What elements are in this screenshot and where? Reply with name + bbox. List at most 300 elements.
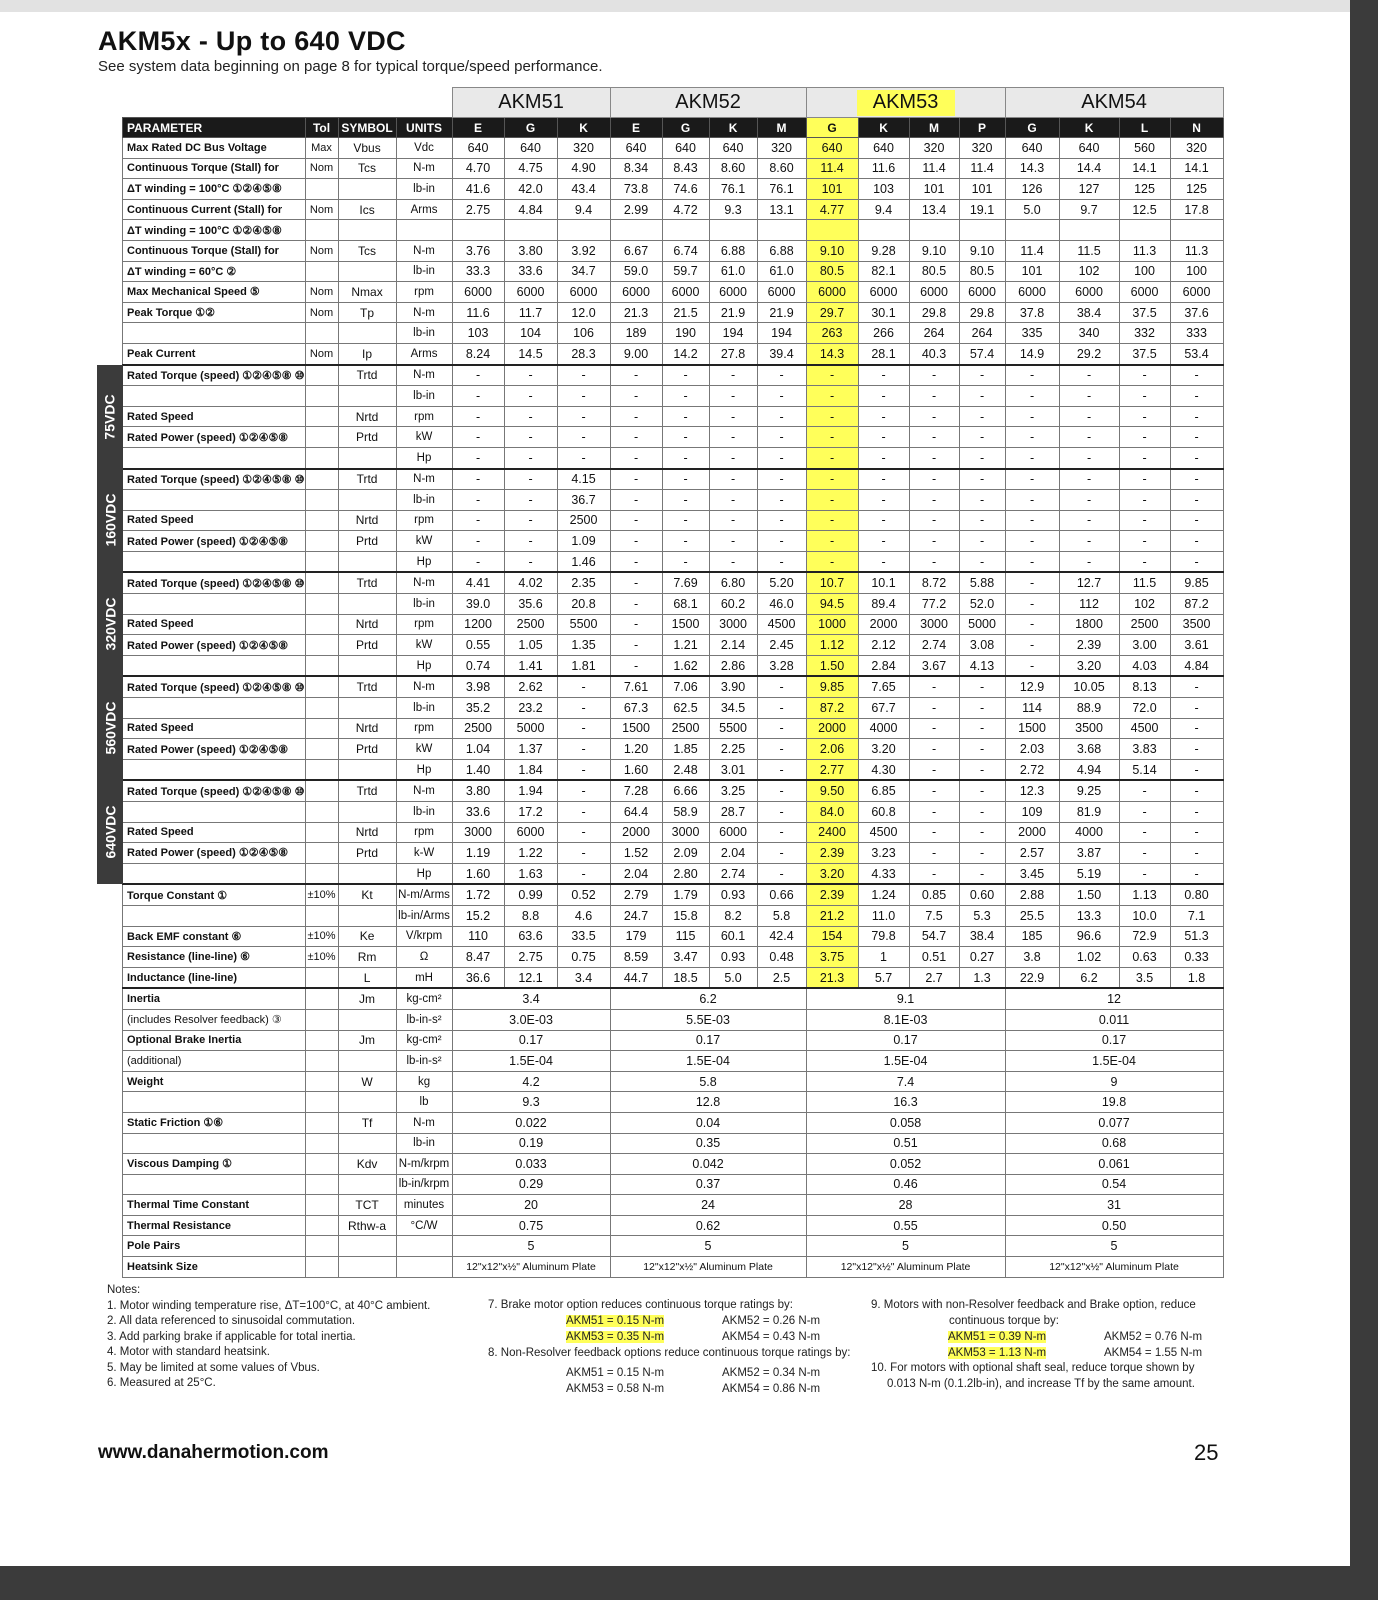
unit: lb-in bbox=[396, 323, 452, 344]
param-label: Heatsink Size bbox=[123, 1257, 306, 1278]
value-cell: - bbox=[610, 572, 662, 593]
value-cell: - bbox=[610, 447, 662, 468]
value-cell: - bbox=[909, 718, 959, 739]
table-row bbox=[123, 1174, 1224, 1195]
table-row bbox=[123, 1236, 1224, 1257]
value-cell: 14.9 bbox=[1005, 343, 1059, 364]
value-cell: - bbox=[806, 365, 858, 386]
value-cell: - bbox=[959, 551, 1005, 572]
value-cell: 11.6 bbox=[858, 158, 909, 179]
value-cell: 0.93 bbox=[709, 947, 757, 968]
note-line: 2. All data referenced to sinusoidal commutation. bbox=[107, 1315, 356, 1327]
value-cell: 3.4 bbox=[452, 988, 610, 1009]
value-cell: 13.3 bbox=[1059, 905, 1119, 926]
value-cell: 34.7 bbox=[557, 261, 610, 282]
table-row bbox=[123, 365, 1224, 386]
value-cell: 35.2 bbox=[452, 698, 504, 719]
value-cell: 2000 bbox=[1005, 822, 1059, 843]
unit: rpm bbox=[396, 510, 452, 531]
unit: Arms bbox=[396, 343, 452, 364]
value-cell: 4500 bbox=[757, 614, 806, 635]
value-cell: 185 bbox=[1005, 926, 1059, 947]
param-label bbox=[123, 447, 306, 468]
value-cell bbox=[452, 220, 504, 241]
value-cell: - bbox=[909, 386, 959, 407]
value-cell: - bbox=[610, 594, 662, 615]
value-cell: - bbox=[557, 406, 610, 427]
value-cell: 6.80 bbox=[709, 572, 757, 593]
note-line: 1. Motor winding temperature rise, ΔT=100°C, at 40°C ambient. bbox=[107, 1299, 431, 1312]
value-cell: 3.92 bbox=[557, 240, 610, 261]
value-cell: 5.19 bbox=[1059, 863, 1119, 884]
symbol bbox=[338, 655, 396, 676]
value-cell: 40.3 bbox=[909, 343, 959, 364]
value-cell: 0.51 bbox=[909, 947, 959, 968]
value-cell: 9.85 bbox=[1170, 572, 1223, 593]
value-cell: - bbox=[806, 386, 858, 407]
table-row bbox=[123, 1195, 1224, 1216]
value-cell: 3.98 bbox=[452, 676, 504, 697]
table-row bbox=[123, 843, 1224, 864]
tolerance: Nom bbox=[305, 199, 338, 220]
family-akm53: AKM53 bbox=[806, 88, 1005, 118]
symbol bbox=[338, 1133, 396, 1154]
value-cell: - bbox=[858, 510, 909, 531]
symbol bbox=[338, 490, 396, 511]
table-row bbox=[123, 614, 1224, 635]
value-cell: 2.09 bbox=[662, 843, 709, 864]
note-7-values-left bbox=[566, 1314, 664, 1345]
value-cell: 29.2 bbox=[1059, 343, 1119, 364]
value-cell: - bbox=[1005, 386, 1059, 407]
table-row bbox=[123, 531, 1224, 552]
value-cell: 38.4 bbox=[959, 926, 1005, 947]
value-cell: 4.75 bbox=[504, 158, 557, 179]
symbol: Prtd bbox=[338, 427, 396, 448]
value-cell: 6000 bbox=[610, 282, 662, 303]
table-row bbox=[123, 947, 1224, 968]
value-cell: 6000 bbox=[757, 282, 806, 303]
tolerance bbox=[305, 802, 338, 823]
symbol: Tcs bbox=[338, 158, 396, 179]
value-cell: 57.4 bbox=[959, 343, 1005, 364]
value-cell: - bbox=[1005, 406, 1059, 427]
value-cell: - bbox=[1005, 447, 1059, 468]
value-cell: 2.72 bbox=[1005, 759, 1059, 780]
unit: N-m bbox=[396, 676, 452, 697]
unit: Arms bbox=[396, 199, 452, 220]
value-cell: 2500 bbox=[504, 614, 557, 635]
value-cell: - bbox=[1059, 447, 1119, 468]
value-cell: - bbox=[909, 863, 959, 884]
value-cell: - bbox=[1005, 572, 1059, 593]
table-row bbox=[123, 655, 1224, 676]
col-winding: G bbox=[806, 118, 858, 138]
note-8-akm51: AKM51 = 0.15 N-m bbox=[566, 1367, 665, 1379]
unit: kg bbox=[396, 1071, 452, 1092]
value-cell: 12.1 bbox=[504, 967, 557, 988]
value-cell: 2.14 bbox=[709, 635, 757, 656]
tolerance bbox=[305, 676, 338, 697]
value-cell: 1500 bbox=[662, 614, 709, 635]
value-cell: - bbox=[909, 802, 959, 823]
value-cell: 189 bbox=[610, 323, 662, 344]
value-cell: 13.4 bbox=[909, 199, 959, 220]
value-cell: 4.70 bbox=[452, 158, 504, 179]
value-cell: - bbox=[757, 447, 806, 468]
param-label: Rated Speed bbox=[123, 614, 306, 635]
value-cell: 2.5 bbox=[757, 967, 806, 988]
value-cell: 9.10 bbox=[959, 240, 1005, 261]
value-cell: - bbox=[504, 365, 557, 386]
value-cell: - bbox=[452, 469, 504, 490]
value-cell: 18.5 bbox=[662, 967, 709, 988]
value-cell: - bbox=[1005, 551, 1059, 572]
value-cell: - bbox=[959, 490, 1005, 511]
value-cell: - bbox=[909, 843, 959, 864]
value-cell: - bbox=[1059, 490, 1119, 511]
value-cell: - bbox=[757, 759, 806, 780]
symbol bbox=[338, 1009, 396, 1030]
value-cell: 12"x12"x½" Aluminum Plate bbox=[610, 1257, 806, 1278]
value-cell: 1.02 bbox=[1059, 947, 1119, 968]
value-cell: - bbox=[557, 739, 610, 760]
table-row bbox=[123, 1215, 1224, 1236]
voltage-band-text: 320VDC bbox=[102, 597, 119, 651]
param-label: Static Friction ①⑥ bbox=[123, 1112, 306, 1133]
table-row bbox=[123, 572, 1224, 593]
value-cell: 76.1 bbox=[709, 179, 757, 200]
value-cell: 60.8 bbox=[858, 802, 909, 823]
value-cell: - bbox=[1059, 406, 1119, 427]
value-cell: 5.7 bbox=[858, 967, 909, 988]
value-cell: 24 bbox=[610, 1195, 806, 1216]
value-cell: 11.4 bbox=[806, 158, 858, 179]
value-cell: 67.7 bbox=[858, 698, 909, 719]
tolerance bbox=[305, 967, 338, 988]
value-cell: 100 bbox=[1170, 261, 1223, 282]
tolerance: Nom bbox=[305, 158, 338, 179]
note-line: 4. Motor with standard heatsink. bbox=[107, 1346, 270, 1358]
table-row bbox=[123, 302, 1224, 323]
tolerance bbox=[305, 447, 338, 468]
value-cell: 5.5E-03 bbox=[610, 1009, 806, 1030]
tolerance bbox=[305, 427, 338, 448]
table-row bbox=[123, 1092, 1224, 1113]
value-cell: 640 bbox=[1059, 138, 1119, 159]
value-cell: 87.2 bbox=[806, 698, 858, 719]
value-cell: - bbox=[909, 469, 959, 490]
value-cell: 7.4 bbox=[806, 1071, 1005, 1092]
value-cell: 39.4 bbox=[757, 343, 806, 364]
value-cell: - bbox=[909, 698, 959, 719]
value-cell: 3.23 bbox=[858, 843, 909, 864]
page-subtitle: See system data beginning on page 8 for typical torque/speed performance. bbox=[98, 58, 603, 75]
value-cell: - bbox=[1119, 843, 1170, 864]
value-cell: 6.66 bbox=[662, 780, 709, 801]
value-cell: - bbox=[1170, 759, 1223, 780]
value-cell: 3.08 bbox=[959, 635, 1005, 656]
value-cell: 3.4 bbox=[557, 967, 610, 988]
header-spacer bbox=[123, 88, 453, 118]
param-label: Rated Torque (speed) ①②④⑤⑧ ⑩ bbox=[123, 572, 306, 593]
tolerance bbox=[305, 1030, 338, 1051]
value-cell: 106 bbox=[557, 323, 610, 344]
param-label: Resistance (line-line) ⑥ bbox=[123, 947, 306, 968]
note-line: Notes: bbox=[107, 1284, 141, 1296]
param-label: ΔT winding = 100°C ①②④⑤⑧ bbox=[123, 220, 306, 241]
value-cell: - bbox=[610, 365, 662, 386]
value-cell: 61.0 bbox=[709, 261, 757, 282]
value-cell: 2.45 bbox=[757, 635, 806, 656]
value-cell: 52.0 bbox=[959, 594, 1005, 615]
value-cell: 14.4 bbox=[1059, 158, 1119, 179]
value-cell: 9.3 bbox=[709, 199, 757, 220]
value-cell: 2.88 bbox=[1005, 884, 1059, 905]
symbol bbox=[338, 386, 396, 407]
value-cell: 11.4 bbox=[1005, 240, 1059, 261]
value-cell: 3.68 bbox=[1059, 739, 1119, 760]
value-cell: 4000 bbox=[1059, 822, 1119, 843]
value-cell: - bbox=[1059, 469, 1119, 490]
value-cell: 4.90 bbox=[557, 158, 610, 179]
tolerance bbox=[305, 780, 338, 801]
value-cell: - bbox=[959, 386, 1005, 407]
param-label bbox=[123, 323, 306, 344]
value-cell: - bbox=[858, 386, 909, 407]
value-cell: 6000 bbox=[1119, 282, 1170, 303]
value-cell: 5.0 bbox=[1005, 199, 1059, 220]
param-label bbox=[123, 698, 306, 719]
value-cell: 6.74 bbox=[662, 240, 709, 261]
value-cell: 2.12 bbox=[858, 635, 909, 656]
tolerance bbox=[305, 1112, 338, 1133]
note-8-values-left bbox=[566, 1366, 664, 1397]
value-cell: - bbox=[1059, 531, 1119, 552]
value-cell: 1.12 bbox=[806, 635, 858, 656]
value-cell: - bbox=[1119, 531, 1170, 552]
value-cell: 4.77 bbox=[806, 199, 858, 220]
value-cell: - bbox=[557, 427, 610, 448]
symbol: Prtd bbox=[338, 843, 396, 864]
value-cell: 9.10 bbox=[909, 240, 959, 261]
value-cell: - bbox=[610, 655, 662, 676]
value-cell: - bbox=[504, 469, 557, 490]
value-cell: 81.9 bbox=[1059, 802, 1119, 823]
value-cell: 6000 bbox=[1005, 282, 1059, 303]
note-8 bbox=[488, 1346, 850, 1362]
unit: N-m/Arms bbox=[396, 884, 452, 905]
value-cell: - bbox=[452, 510, 504, 531]
symbol bbox=[338, 261, 396, 282]
value-cell: 0.80 bbox=[1170, 884, 1223, 905]
value-cell: - bbox=[1119, 863, 1170, 884]
tolerance: Nom bbox=[305, 282, 338, 303]
value-cell: - bbox=[1119, 490, 1170, 511]
value-cell: 3.25 bbox=[709, 780, 757, 801]
table-row bbox=[123, 1133, 1224, 1154]
tolerance bbox=[305, 510, 338, 531]
value-cell: - bbox=[504, 551, 557, 572]
table-row bbox=[123, 822, 1224, 843]
value-cell: 102 bbox=[1119, 594, 1170, 615]
value-cell: 5 bbox=[452, 1236, 610, 1257]
value-cell: 80.5 bbox=[806, 261, 858, 282]
value-cell: - bbox=[959, 427, 1005, 448]
value-cell: - bbox=[909, 822, 959, 843]
unit: kg-cm² bbox=[396, 988, 452, 1009]
value-cell: 44.7 bbox=[610, 967, 662, 988]
value-cell: - bbox=[1119, 802, 1170, 823]
note-8-values-right bbox=[722, 1366, 820, 1397]
viewer-scrollbar[interactable] bbox=[1350, 0, 1378, 1600]
note-10-text: 10. For motors with optional shaft seal, reduce torque shown by bbox=[871, 1362, 1195, 1374]
value-cell: 14.3 bbox=[806, 343, 858, 364]
value-cell: 1.21 bbox=[662, 635, 709, 656]
value-cell: 1.40 bbox=[452, 759, 504, 780]
value-cell: - bbox=[452, 365, 504, 386]
value-cell: - bbox=[1005, 469, 1059, 490]
note-9-akm54: AKM54 = 1.55 N-m bbox=[1104, 1346, 1203, 1359]
value-cell: 5 bbox=[610, 1236, 806, 1257]
unit: Hp bbox=[396, 863, 452, 884]
value-cell: 1.94 bbox=[504, 780, 557, 801]
value-cell: - bbox=[757, 802, 806, 823]
value-cell: 8.43 bbox=[662, 158, 709, 179]
unit: Ω bbox=[396, 947, 452, 968]
value-cell: 8.60 bbox=[757, 158, 806, 179]
value-cell: 1500 bbox=[610, 718, 662, 739]
value-cell: 2000 bbox=[858, 614, 909, 635]
value-cell: - bbox=[909, 510, 959, 531]
unit: lb-in/krpm bbox=[396, 1174, 452, 1195]
value-cell: 28.3 bbox=[557, 343, 610, 364]
table-row bbox=[123, 884, 1224, 905]
unit: N-m bbox=[396, 240, 452, 261]
value-cell: - bbox=[909, 780, 959, 801]
value-cell: 10.05 bbox=[1059, 676, 1119, 697]
value-cell: - bbox=[858, 551, 909, 572]
tolerance bbox=[305, 1071, 338, 1092]
value-cell: 2.39 bbox=[806, 884, 858, 905]
table-row bbox=[123, 220, 1224, 241]
voltage-band-label bbox=[97, 572, 123, 676]
value-cell: - bbox=[1170, 551, 1223, 572]
value-cell: 1.46 bbox=[557, 551, 610, 572]
value-cell: - bbox=[757, 490, 806, 511]
value-cell: - bbox=[959, 780, 1005, 801]
tolerance: ±10% bbox=[305, 947, 338, 968]
value-cell: 42.0 bbox=[504, 179, 557, 200]
param-label: Rated Speed bbox=[123, 510, 306, 531]
table-row bbox=[123, 138, 1224, 159]
symbol: Prtd bbox=[338, 531, 396, 552]
value-cell: 36.7 bbox=[557, 490, 610, 511]
unit: N-m bbox=[396, 780, 452, 801]
table-row bbox=[123, 988, 1224, 1009]
value-cell: 1.09 bbox=[557, 531, 610, 552]
value-cell: - bbox=[610, 427, 662, 448]
tolerance: Max bbox=[305, 138, 338, 159]
value-cell: 5.20 bbox=[757, 572, 806, 593]
value-cell: 59.0 bbox=[610, 261, 662, 282]
value-cell: 2.03 bbox=[1005, 739, 1059, 760]
value-cell: 101 bbox=[959, 179, 1005, 200]
value-cell: 30.1 bbox=[858, 302, 909, 323]
value-cell: 6.88 bbox=[709, 240, 757, 261]
unit: N-m bbox=[396, 302, 452, 323]
value-cell: - bbox=[662, 469, 709, 490]
col-winding: K bbox=[557, 118, 610, 138]
value-cell: 0.93 bbox=[709, 884, 757, 905]
tolerance bbox=[305, 179, 338, 200]
unit: Hp bbox=[396, 759, 452, 780]
tolerance bbox=[305, 1215, 338, 1236]
value-cell: 14.1 bbox=[1170, 158, 1223, 179]
table-row bbox=[123, 240, 1224, 261]
table-row bbox=[123, 469, 1224, 490]
col-winding: E bbox=[452, 118, 504, 138]
value-cell: 3.80 bbox=[504, 240, 557, 261]
spec-table bbox=[122, 87, 1224, 1278]
value-cell: 640 bbox=[1005, 138, 1059, 159]
value-cell: 12.5 bbox=[1119, 199, 1170, 220]
col-winding: G bbox=[662, 118, 709, 138]
value-cell: 1.35 bbox=[557, 635, 610, 656]
value-cell: - bbox=[709, 447, 757, 468]
value-cell: - bbox=[610, 490, 662, 511]
value-cell: 7.06 bbox=[662, 676, 709, 697]
unit: Hp bbox=[396, 447, 452, 468]
note-9-akm52: AKM52 = 0.76 N-m bbox=[1104, 1331, 1203, 1343]
symbol: Nrtd bbox=[338, 406, 396, 427]
value-cell: - bbox=[1170, 406, 1223, 427]
value-cell: 9.28 bbox=[858, 240, 909, 261]
value-cell: 0.052 bbox=[806, 1154, 1005, 1175]
value-cell: 0.042 bbox=[610, 1154, 806, 1175]
value-cell: 5.8 bbox=[757, 905, 806, 926]
value-cell: 3.20 bbox=[858, 739, 909, 760]
table-row bbox=[123, 199, 1224, 220]
value-cell: - bbox=[709, 510, 757, 531]
symbol: Rm bbox=[338, 947, 396, 968]
value-cell: 73.8 bbox=[610, 179, 662, 200]
value-cell: 59.7 bbox=[662, 261, 709, 282]
value-cell: 1 bbox=[858, 947, 909, 968]
value-cell bbox=[610, 220, 662, 241]
value-cell: 3.90 bbox=[709, 676, 757, 697]
table-row bbox=[123, 967, 1224, 988]
value-cell: - bbox=[1005, 635, 1059, 656]
value-cell: - bbox=[757, 365, 806, 386]
value-cell: - bbox=[806, 531, 858, 552]
value-cell: 12.3 bbox=[1005, 780, 1059, 801]
symbol: Nmax bbox=[338, 282, 396, 303]
value-cell: - bbox=[757, 698, 806, 719]
footer-url[interactable]: www.danahermotion.com bbox=[98, 1442, 329, 1463]
symbol bbox=[338, 802, 396, 823]
value-cell: 0.55 bbox=[806, 1215, 1005, 1236]
value-cell: - bbox=[909, 406, 959, 427]
value-cell: - bbox=[1170, 469, 1223, 490]
table-row bbox=[123, 490, 1224, 511]
value-cell: 0.48 bbox=[757, 947, 806, 968]
value-cell: 0.37 bbox=[610, 1174, 806, 1195]
symbol: W bbox=[338, 1071, 396, 1092]
tolerance bbox=[305, 905, 338, 926]
symbol: TCT bbox=[338, 1195, 396, 1216]
value-cell: - bbox=[662, 510, 709, 531]
